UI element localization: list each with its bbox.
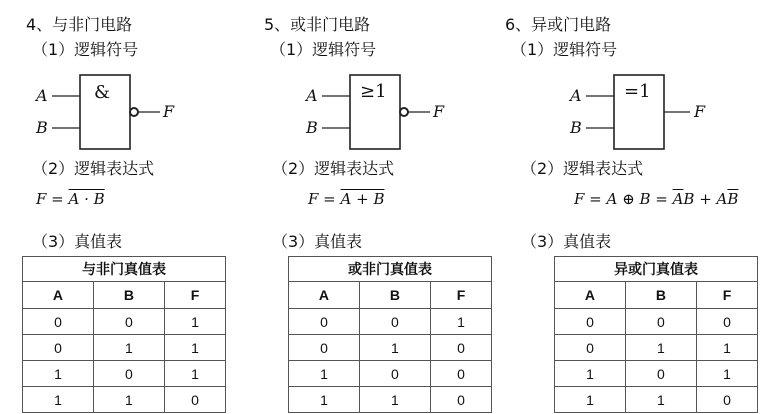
truth-table-nor [288, 256, 492, 413]
table-row [289, 309, 492, 335]
table-cell: 1 [430, 309, 491, 335]
formula-lhs: F = [308, 190, 341, 208]
table-cell: 1 [164, 361, 225, 387]
table-cell: 1 [164, 309, 225, 335]
table-cell: 0 [696, 309, 757, 335]
formula-nand [36, 190, 105, 208]
table-row [289, 387, 492, 413]
table-header: A [289, 282, 360, 309]
table-cell: 0 [23, 335, 94, 361]
output-f-label: F [433, 102, 445, 121]
table-cell: 1 [696, 361, 757, 387]
table-cell: 1 [696, 335, 757, 361]
table-header: A [23, 282, 94, 309]
table-cell: 0 [430, 335, 491, 361]
table-cell: 1 [555, 387, 626, 413]
input-b-label: B [306, 118, 318, 137]
table-cell: 1 [625, 335, 696, 361]
table-header: F [430, 282, 491, 309]
symbol-heading-nand: （1）逻辑符号 [32, 40, 139, 59]
gate-symbol-label: =1 [624, 81, 651, 102]
formula-nor [308, 190, 384, 208]
table-row [555, 361, 758, 387]
input-a-label: A [306, 86, 318, 105]
gate-symbol-label: ≥1 [360, 81, 387, 102]
section-title-xor: 6、异或门电路 [505, 15, 612, 34]
formula-abar: $\overline{A}$ [672, 190, 684, 208]
table-cell: 1 [93, 387, 164, 413]
table-cell: 0 [555, 335, 626, 361]
table-header: B [93, 282, 164, 309]
table-header: A [555, 282, 626, 309]
table-heading-nor: （3）真值表 [272, 232, 363, 251]
symbol-heading-xor: （1）逻辑符号 [511, 40, 618, 59]
truth-table-xor [554, 256, 758, 413]
table-caption: 或非门真值表 [289, 257, 492, 282]
expr-heading-xor: （2）逻辑表达式 [521, 159, 644, 178]
section-title-nor: 5、或非门电路 [264, 15, 371, 34]
formula-mid: B + A [683, 190, 728, 208]
table-cell: 0 [555, 309, 626, 335]
expr-heading-nand: （2）逻辑表达式 [32, 159, 155, 178]
table-cell: 0 [359, 361, 430, 387]
formula-xor [574, 190, 738, 208]
table-header: F [164, 282, 225, 309]
nor-gate-symbol [306, 72, 456, 152]
input-b-label: B [36, 118, 48, 137]
input-b-label: B [570, 118, 582, 137]
table-caption: 与非门真值表 [23, 257, 226, 282]
formula-overline-term: A + B [340, 190, 385, 208]
table-row [23, 387, 226, 413]
table-cell: 1 [625, 387, 696, 413]
table-cell: 1 [23, 361, 94, 387]
table-caption: 异或门真值表 [555, 257, 758, 282]
table-cell: 0 [696, 387, 757, 413]
table-row [289, 335, 492, 361]
xor-gate-symbol [570, 72, 720, 152]
output-f-label: F [163, 102, 175, 121]
table-cell: 0 [625, 361, 696, 387]
table-row [555, 335, 758, 361]
expr-heading-nor: （2）逻辑表达式 [272, 159, 395, 178]
gate-symbol-label: & [94, 82, 111, 103]
table-header: B [359, 282, 430, 309]
table-cell: 0 [164, 387, 225, 413]
table-cell: 0 [625, 309, 696, 335]
input-a-label: A [36, 86, 48, 105]
table-cell: 0 [93, 361, 164, 387]
table-header: B [625, 282, 696, 309]
table-row [23, 309, 226, 335]
table-cell: 0 [289, 335, 360, 361]
table-row [23, 361, 226, 387]
table-row [555, 387, 758, 413]
nand-gate-symbol [36, 72, 186, 152]
table-cell: 1 [359, 335, 430, 361]
table-heading-xor: （3）真值表 [521, 232, 612, 251]
formula-lhs: F = [36, 190, 69, 208]
output-f-label: F [694, 102, 706, 121]
table-row [555, 309, 758, 335]
table-cell: 0 [93, 309, 164, 335]
table-header: F [696, 282, 757, 309]
symbol-heading-nor: （1）逻辑符号 [270, 40, 377, 59]
table-cell: 1 [289, 387, 360, 413]
table-cell: 1 [289, 361, 360, 387]
table-cell: 1 [23, 387, 94, 413]
truth-table-nand [22, 256, 226, 413]
table-row [289, 361, 492, 387]
table-cell: 0 [23, 309, 94, 335]
table-cell: 1 [555, 361, 626, 387]
table-cell: 0 [359, 309, 430, 335]
table-heading-nand: （3）真值表 [32, 232, 123, 251]
table-cell: 0 [430, 387, 491, 413]
table-cell: 0 [289, 309, 360, 335]
table-cell: 1 [359, 387, 430, 413]
input-a-label: A [570, 86, 582, 105]
section-title-nand: 4、与非门电路 [26, 15, 133, 34]
table-cell: 0 [430, 361, 491, 387]
formula-bbar: $\overline{B}$ [727, 190, 739, 208]
formula-lhs: F = A ⊕ B = [574, 190, 673, 208]
formula-overline-term: A · B [68, 190, 105, 208]
table-row [23, 335, 226, 361]
table-cell: 1 [93, 335, 164, 361]
table-cell: 1 [164, 335, 225, 361]
